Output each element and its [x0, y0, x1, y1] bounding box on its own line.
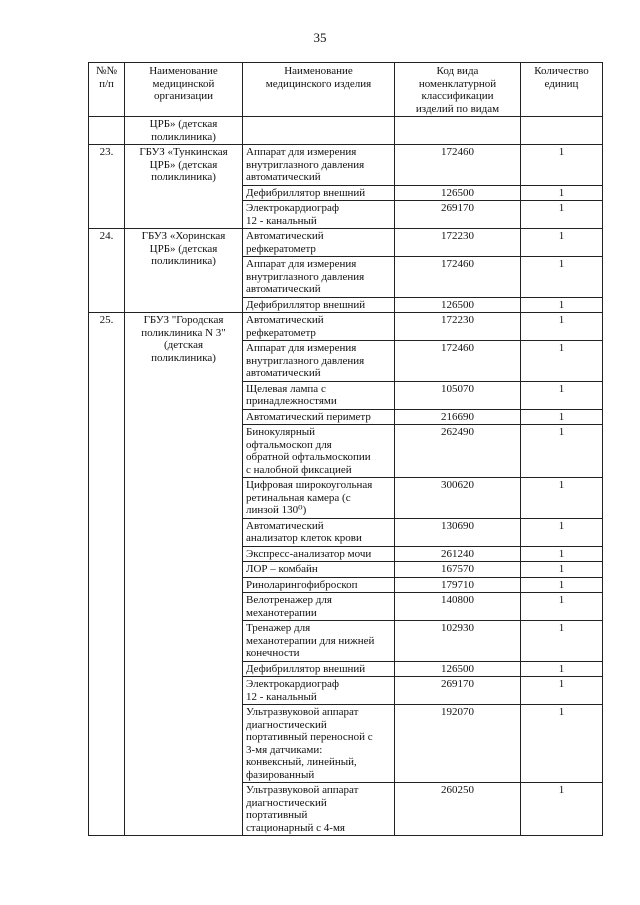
device-name: Ультразвуковой аппарат диагностический портативный стационарный с 4-мя: [243, 783, 395, 836]
quantity: 1: [521, 313, 603, 341]
classification-code: 269170: [395, 677, 521, 705]
quantity: 1: [521, 562, 603, 578]
quantity: 1: [521, 229, 603, 257]
device-name: Автоматический рефкератометр: [243, 229, 395, 257]
quantity: 1: [521, 546, 603, 562]
device-name: Электрокардиограф 12 - канальный: [243, 677, 395, 705]
organization-name: ГБУЗ «Хоринская ЦРБ» (детская поликлиника): [125, 229, 243, 313]
table-body: [89, 117, 603, 836]
classification-code: 105070: [395, 381, 521, 409]
classification-code: 126500: [395, 661, 521, 677]
classification-code: 130690: [395, 518, 521, 546]
quantity: 1: [521, 593, 603, 621]
classification-code: [395, 117, 521, 145]
quantity: 1: [521, 425, 603, 478]
header-quantity: Количество единиц: [521, 63, 603, 117]
quantity: 1: [521, 783, 603, 836]
quantity: 1: [521, 185, 603, 201]
classification-code: 300620: [395, 478, 521, 519]
quantity: 1: [521, 478, 603, 519]
device-name: Экспресс-анализатор мочи: [243, 546, 395, 562]
header-organization: Наименование медицинской организации: [125, 63, 243, 117]
classification-code: 172230: [395, 313, 521, 341]
table-header-row: [89, 63, 603, 117]
classification-code: 172460: [395, 341, 521, 382]
device-name: Ультразвуковой аппарат диагностический портативный переносной с 3-мя датчиками: конвексный, линейный, фазированный: [243, 705, 395, 783]
quantity: 1: [521, 201, 603, 229]
quantity: 1: [521, 661, 603, 677]
quantity: 1: [521, 518, 603, 546]
organization-name: ЦРБ» (детская поликлиника): [125, 117, 243, 145]
row-number: 24.: [89, 229, 125, 313]
equipment-table: [88, 62, 603, 836]
quantity: 1: [521, 297, 603, 313]
row-number: 23.: [89, 145, 125, 229]
device-name: Автоматический рефкератометр: [243, 313, 395, 341]
classification-code: 102930: [395, 621, 521, 662]
classification-code: 261240: [395, 546, 521, 562]
quantity: 1: [521, 409, 603, 425]
page-number: 35: [313, 30, 327, 45]
quantity: 1: [521, 621, 603, 662]
organization-name: ГБУЗ "Городская поликлиника N 3" (детская поликлиника): [125, 313, 243, 836]
classification-code: 260250: [395, 783, 521, 836]
quantity: 1: [521, 341, 603, 382]
header-num: №№ п/п: [89, 63, 125, 117]
device-name: Тренажер для механотерапии для нижней конечности: [243, 621, 395, 662]
table-row: [89, 229, 603, 257]
quantity: 1: [521, 705, 603, 783]
header-device: Наименование медицинского изделия: [243, 63, 395, 117]
device-name: Аппарат для измерения внутриглазного давления автоматический: [243, 341, 395, 382]
table-row: [89, 117, 603, 145]
quantity: 1: [521, 677, 603, 705]
quantity: 1: [521, 577, 603, 593]
classification-code: 126500: [395, 297, 521, 313]
header-code: Код вида номенклатурной классификации изделий по видам: [395, 63, 521, 117]
device-name: Дефибриллятор внешний: [243, 185, 395, 201]
classification-code: 216690: [395, 409, 521, 425]
row-number: 25.: [89, 313, 125, 836]
table-row: [89, 145, 603, 186]
classification-code: 172460: [395, 145, 521, 186]
row-number: [89, 117, 125, 145]
classification-code: 172460: [395, 257, 521, 298]
device-name: Автоматический анализатор клеток крови: [243, 518, 395, 546]
quantity: 1: [521, 145, 603, 186]
quantity: 1: [521, 381, 603, 409]
device-name: Бинокулярный офтальмоскоп для обратной офтальмоскопии с налобной фиксацией: [243, 425, 395, 478]
table-row: [89, 313, 603, 341]
device-name: Автоматический периметр: [243, 409, 395, 425]
device-name: Цифровая широкоугольная ретинальная камера (с линзой 130⁰): [243, 478, 395, 519]
organization-name: ГБУЗ «Тункинская ЦРБ» (детская поликлиника): [125, 145, 243, 229]
classification-code: 126500: [395, 185, 521, 201]
classification-code: 262490: [395, 425, 521, 478]
classification-code: 140800: [395, 593, 521, 621]
device-name: Велотренажер для механотерапии: [243, 593, 395, 621]
device-name: Риноларингофиброскоп: [243, 577, 395, 593]
device-name: Аппарат для измерения внутриглазного давления автоматический: [243, 145, 395, 186]
device-name: Дефибриллятор внешний: [243, 297, 395, 313]
quantity: [521, 117, 603, 145]
classification-code: 172230: [395, 229, 521, 257]
device-name: Электрокардиограф 12 - канальный: [243, 201, 395, 229]
classification-code: 179710: [395, 577, 521, 593]
device-name: ЛОР – комбайн: [243, 562, 395, 578]
classification-code: 167570: [395, 562, 521, 578]
device-name: Аппарат для измерения внутриглазного давления автоматический: [243, 257, 395, 298]
device-name: Щелевая лампа с принадлежностями: [243, 381, 395, 409]
device-name: Дефибриллятор внешний: [243, 661, 395, 677]
classification-code: 192070: [395, 705, 521, 783]
classification-code: 269170: [395, 201, 521, 229]
quantity: 1: [521, 257, 603, 298]
device-name: [243, 117, 395, 145]
